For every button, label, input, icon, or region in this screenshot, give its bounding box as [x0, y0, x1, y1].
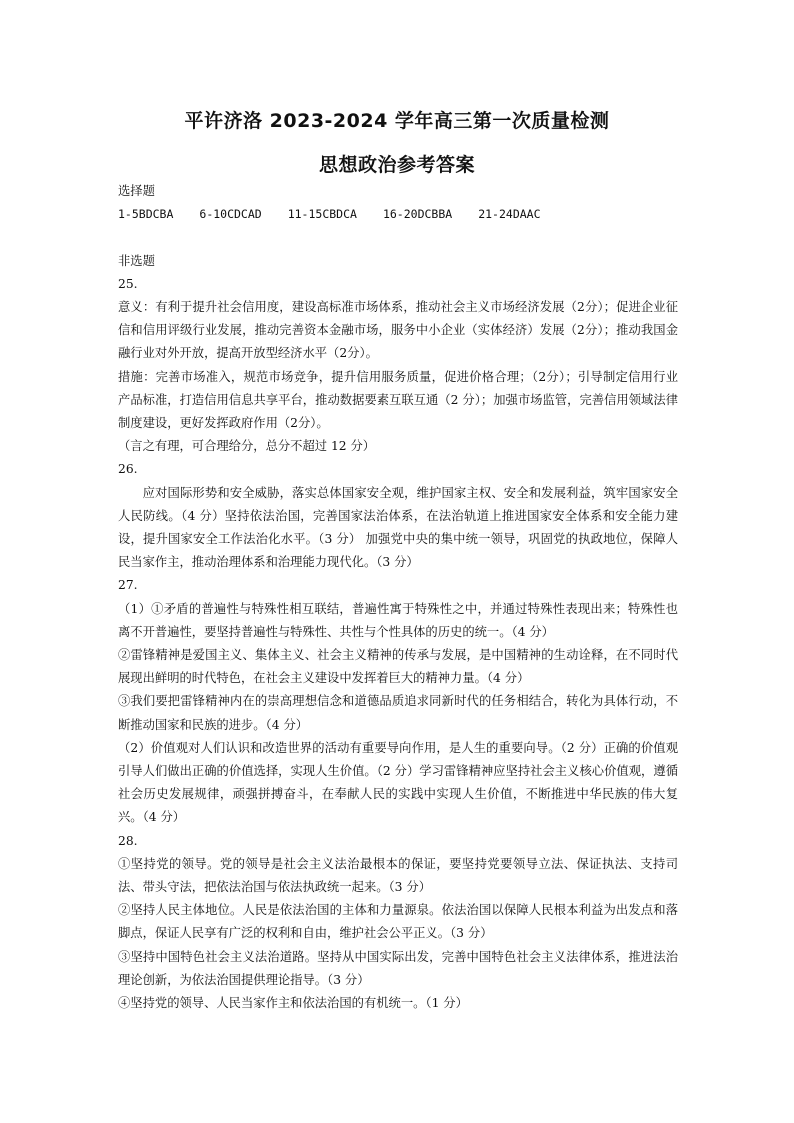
q28-number: 28. — [118, 833, 138, 848]
q27-number: 27. — [118, 578, 138, 593]
q27-part2: （2）价值观对人们认识和改造世界的活动有重要导向作用，是人生的重要向导。（2 分）正确的价值观引导人们做出正确的价值选择，实现人生价值。（2 分）学习雷锋精神应坚持社会主义核心价值观，遵循社会历史发展规律，顽强拼搏奋斗，在奉献人民的实践中实现人生价值，不断推进中华民族的伟大复兴。（4 分） — [118, 740, 678, 825]
document-subtitle: 思想政治参考答案 — [318, 154, 475, 176]
choice-section-label: 选择题 — [118, 184, 155, 198]
q26-answer: 应对国际形势和安全威胁，落实总体国家安全观，维护国家主权、安全和发展利益，筑牢国家安全人民防线。（4 分）坚持依法治国，完善国家法治体系，在法治轨道上推进国家安全体系和安全能力建设，提升国家安全工作法治化水平。（3 分） 加强党中央的集中统一领导，巩固党的执政地位，保障人民当家作主，推动治理体系和治理能力现代化。（3 分） — [118, 485, 678, 570]
q26-number: 26. — [118, 462, 138, 477]
nonchoice-section-label: 非选题 — [118, 253, 155, 268]
choice-group: 16-20DCBBA — [382, 207, 453, 222]
q27-part1-point3: ③我们要把雷锋精神内在的崇高理想信念和道德品质追求同新时代的任务相结合，转化为具体行动，不断推动国家和民族的进步。（4 分） — [118, 694, 678, 732]
q27-part1-point2: ②雷锋精神是爱国主义、集体主义、社会主义精神的传承与发展，是中国精神的生动诠释，在不同时代展现出鲜明的时代特色，在社会主义建设中发挥着巨大的精神力量。（4 分） — [118, 647, 678, 686]
answer-body — [118, 180, 678, 1015]
q28-point2: ②坚持人民主体地位。人民是依法治国的主体和力量源泉。依法治国以保障人民根本利益为出发点和落脚点，保证人民享有广泛的权利和自由，维护社会公平正义。（3 分） — [118, 903, 678, 941]
q25-measures: 措施：完善市场准入，规范市场竞争，提升信用服务质量，促进价格合理；（2分）；引导制定信用行业产品标准，打造信用信息共享平台，推动数据要素互联互通（2 分）；加强市场监管，完善信用领域法律制度建设，更好发挥政府作用（2分）。 — [118, 369, 678, 430]
choice-group: 1-5BDCBA — [118, 207, 174, 222]
spacer — [118, 226, 678, 249]
document-title: 平许济洛 2023-2024 学年高三第一次质量检测 — [184, 110, 610, 132]
q25-number: 25. — [118, 276, 138, 291]
choice-group: 11-15CBDCA — [287, 207, 357, 222]
q25-meaning: 意义：有利于提升社会信用度，建设高标准市场体系，推动社会主义市场经济发展（2分）；促进企业征信和信用评级行业发展，推动完善资本金融市场，服务中小企业（实体经济）发展（2分）；推动我国金融行业对外开放，提高开放型经济水平（2分）。 — [118, 299, 678, 361]
q28-point4: ④坚持党的领导、人民当家作主和依法治国的有机统一。（1 分） — [118, 995, 468, 1010]
q27-part1-point1: （1）①矛盾的普遍性与特殊性相互联结，普遍性寓于特殊性之中，并通过特殊性表现出来；特殊性也离不开普遍性，要坚持普遍性与特殊性、共性与个性具体的历史的统一。（4 分） — [118, 601, 678, 639]
q28-point1: ①坚持党的领导。党的领导是社会主义法治最根本的保证，要坚持党要领导立法、保证执法、支持司法、带头守法，把依法治国与依法执政统一起来。（3 分） — [118, 856, 678, 894]
choice-answers — [118, 203, 678, 226]
choice-group: 6-10CDCAD — [199, 207, 262, 222]
choice-group: 21-24DAAC — [478, 207, 541, 222]
q28-point3: ③坚持中国特色社会主义法治道路。坚持从中国实际出发，完善中国特色社会主义法律体系，推进法治理论创新，为依法治国提供理论指导。（3 分） — [118, 949, 678, 987]
q25-note: （言之有理，可合理给分，总分不超过 12 分） — [118, 439, 376, 454]
